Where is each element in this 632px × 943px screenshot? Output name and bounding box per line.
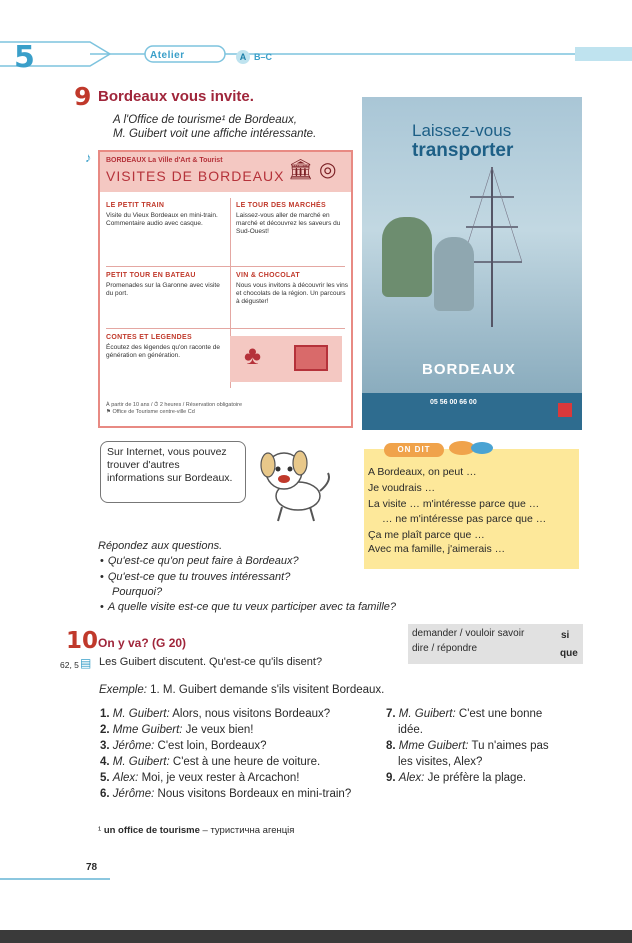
line-text: C'est loin, Bordeaux? — [157, 740, 267, 752]
dialogue-line — [100, 740, 267, 752]
line-number: 6. — [100, 788, 110, 800]
cell-text: Laissez-vous aller de marché en marché et découvrez les saveurs du Sud-Ouest! — [236, 212, 341, 235]
exercise-10-instruction: Les Guibert discutent. Qu'est-ce qu'ils disent? — [99, 656, 323, 668]
cell-title: VIN & CHOCOLAT — [236, 272, 300, 279]
cell-title: LE PETIT TRAIN — [106, 202, 165, 209]
on-dit-line: La visite … m'intéresse parce que … — [368, 498, 540, 510]
exercise-9-title: Bordeaux vous invite. — [98, 88, 254, 105]
brochure-cell — [106, 202, 224, 228]
header-ribbon — [0, 37, 632, 71]
question-text: Qu'est-ce que tu trouves intéressant? — [107, 571, 291, 583]
line-number: 1. — [100, 708, 110, 720]
dialogue-line — [100, 788, 351, 800]
bordeaux-poster — [362, 97, 582, 430]
question-item: Pourquoi? — [112, 586, 163, 598]
line-text: Je préfère la plage. — [427, 772, 527, 784]
unit-number: 5 — [14, 40, 35, 75]
line-text: Moi, je veux rester à Arcachon! — [141, 772, 300, 784]
on-dit-line: Ça me plaît parce que … — [368, 529, 485, 541]
grammar-ref: (G 20) — [152, 636, 187, 650]
vocab-word: si — [561, 630, 570, 641]
dialogue-line — [386, 772, 526, 784]
speaker: Alex: — [112, 772, 139, 784]
cell-title: LE TOUR DES MARCHÉS — [236, 202, 326, 209]
poster-city: BORDEAUX — [422, 361, 516, 378]
intro-line-2: M. Guibert voit une affiche intéressante. — [113, 128, 317, 140]
brochure-top: BORDEAUX La Ville d'Art & Tourist — [106, 157, 223, 164]
brochure-cell — [106, 334, 224, 360]
question-item: • Qu'est-ce qu'on peut faire à Bordeaux? — [100, 555, 299, 567]
cell-title: PETIT TOUR EN BATEAU — [106, 272, 196, 279]
poster-phone: 05 56 00 66 00 — [430, 399, 477, 406]
cell-text: Nous vous invitons à découvrir les vins et chocolats de la région. Un parcours à déguster! — [236, 282, 348, 305]
on-dit-line: A Bordeaux, on peut … — [368, 466, 477, 478]
ex10-title-text: On y va? — [98, 636, 149, 650]
speech-bubbles-icon — [448, 440, 494, 456]
brochure-cell — [236, 272, 348, 306]
line-text: Tu n'aimes pas — [471, 740, 549, 752]
dialogue-line — [100, 772, 299, 784]
footer-line: ⚑ Office de Tourisme centre-ville Cd — [106, 409, 195, 415]
dialogue-line — [386, 740, 549, 752]
boy-figure — [382, 217, 432, 297]
brochure-cell — [236, 202, 348, 236]
step-c: C — [265, 52, 273, 62]
line-number: 5. — [100, 772, 110, 784]
question-item: • Qu'est-ce que tu trouves intéressant? — [100, 571, 291, 583]
footnote — [98, 825, 294, 836]
step-sep: – — [260, 52, 266, 62]
footnote-translation: – туристична агенція — [202, 825, 295, 836]
chocolate-icon — [294, 345, 328, 371]
footer-rule — [0, 878, 110, 880]
speaker: Mme Guibert: — [112, 724, 183, 736]
poster-title-2: transporter — [412, 140, 514, 161]
line-number: 4. — [100, 756, 110, 768]
monument-icon: 🏛 ◎ — [288, 159, 337, 181]
girl-figure — [434, 237, 474, 311]
bottom-bar — [0, 930, 632, 943]
dialogue-line — [100, 724, 253, 736]
vocab-verbs: demander / vouloir savoir — [412, 628, 525, 639]
line-text: C'est à une heure de voiture. — [172, 756, 321, 768]
tour-brochure — [98, 150, 353, 428]
speech-bubble: Sur Internet, vous pouvez trouver d'autres informations sur Bordeaux. — [100, 441, 246, 503]
line-text: C'est une bonne — [458, 708, 543, 720]
dialogue-line — [100, 756, 320, 768]
divider — [106, 266, 345, 267]
footnote-mark: ¹ — [98, 825, 102, 836]
line-text: Je veux bien! — [185, 724, 254, 736]
dialogue-line-cont: idée. — [398, 724, 423, 736]
grapes-icon: ♣ — [244, 340, 262, 370]
brochure-cell — [106, 272, 224, 298]
dialogue-line-cont: les visites, Alex? — [398, 756, 483, 768]
on-dit-tag: ON DIT — [384, 443, 444, 457]
speaker: M. Guibert: — [112, 708, 170, 720]
brochure-footer — [106, 402, 346, 416]
speaker: M. Guibert: — [398, 708, 456, 720]
cell-text: Visite du Vieux Bordeaux en mini-train. Commentaire audio avec casque. — [106, 212, 218, 227]
question-item: • A quelle visite est-ce que tu veux participer avec ta famille? — [100, 601, 397, 613]
footer-line: À partir de 10 ans / ⏱ 2 heures / Réservation obligatoire — [106, 402, 243, 408]
exercise-9-number: 9 — [74, 82, 92, 111]
audio-mark-icon: ♪ — [85, 150, 92, 165]
exercise-9-intro — [113, 113, 353, 141]
workbook-ref: 62, 5 — [60, 660, 79, 670]
brochure-title: VISITES DE BORDEAUX — [106, 168, 285, 184]
footnote-term: un office de tourisme — [103, 825, 200, 836]
dog-mascot-icon — [248, 441, 336, 525]
atelier-label: Atelier — [150, 50, 185, 61]
speaker: Jérôme: — [112, 788, 155, 800]
question-text: Qu'est-ce qu'on peut faire à Bordeaux? — [107, 555, 299, 567]
line-number: 9. — [386, 772, 396, 784]
question-text: A quelle visite est-ce que tu veux participer avec ta famille? — [107, 601, 397, 613]
on-dit-line: … ne m'intéresse pas parce que … — [382, 513, 547, 525]
example-text: 1. M. Guibert demande s'ils visitent Bordeaux. — [150, 684, 385, 696]
vocab-verbs: dire / répondre — [412, 643, 478, 654]
questions-intro: Répondez aux questions. — [98, 540, 223, 552]
line-number: 8. — [386, 740, 396, 752]
speaker: Alex: — [398, 772, 425, 784]
line-number: 2. — [100, 724, 110, 736]
example-label: Exemple: — [99, 684, 147, 696]
logo-icon — [558, 403, 572, 417]
poster-title-1: Laissez-vous — [412, 121, 512, 140]
step-a: A — [236, 50, 250, 64]
speaker: M. Guibert: — [112, 756, 170, 768]
vocab-word: que — [560, 648, 578, 659]
dialogue-line — [100, 708, 330, 720]
cell-text: Promenades sur la Garonne avec visite du port. — [106, 282, 220, 297]
dialogue-line — [386, 708, 542, 720]
speaker: Mme Guibert: — [398, 740, 469, 752]
cell-title: CONTES ET LEGENDES — [106, 334, 192, 341]
cell-text: Écoutez des légendes qu'on raconte de génération en génération. — [106, 344, 220, 359]
exercise-10-title — [98, 636, 186, 650]
page-number: 78 — [86, 862, 98, 873]
workbook-icon: ▤ — [80, 656, 92, 670]
speaker: Jérôme: — [112, 740, 155, 752]
example-line — [99, 684, 384, 696]
divider — [106, 328, 345, 329]
step-b: B — [254, 52, 261, 62]
line-text: Nous visitons Bordeaux en mini-train? — [157, 788, 352, 800]
line-text: Alors, nous visitons Bordeaux? — [172, 708, 331, 720]
line-number: 3. — [100, 740, 110, 752]
brochure-header — [100, 152, 351, 192]
exercise-10-number: 10 — [66, 628, 99, 654]
intro-line-1: A l'Office de tourisme¹ de Bordeaux, — [113, 114, 297, 126]
on-dit-line: Je voudrais … — [368, 482, 436, 494]
step-indicator — [236, 50, 272, 64]
line-number: 7. — [386, 708, 396, 720]
on-dit-line: Avec ma famille, j'aimerais … — [368, 543, 506, 555]
